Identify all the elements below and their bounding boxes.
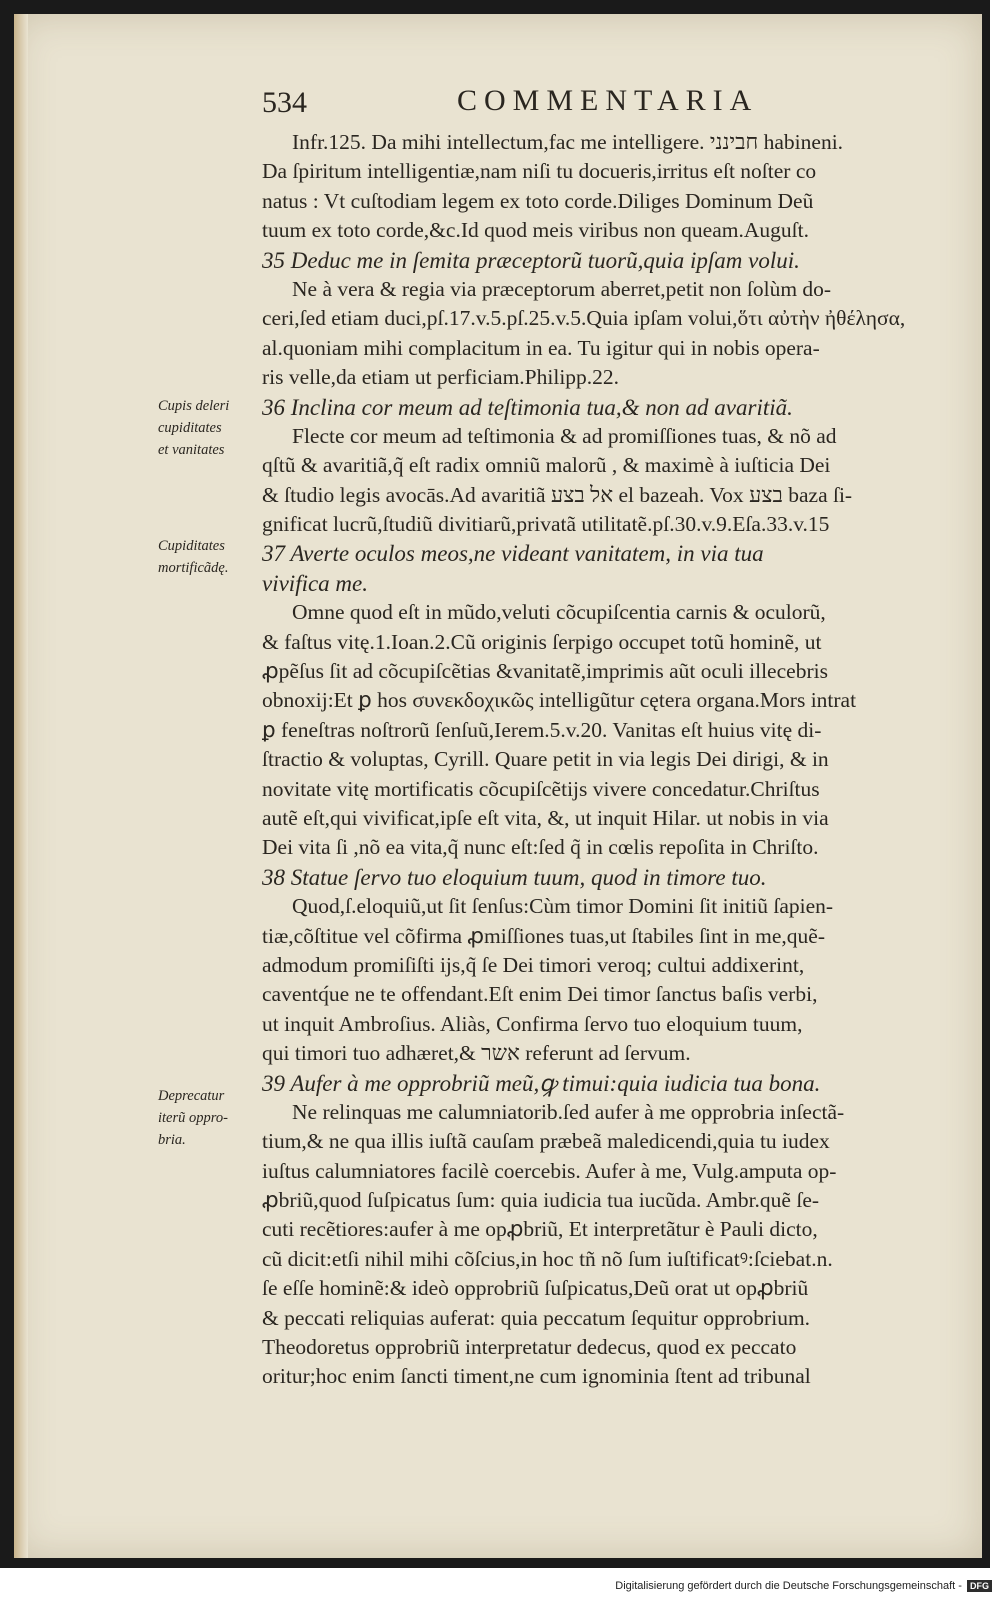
verse-line: 38 Statue ſervo tuo eloquium tuum, quod in timore tuo.: [262, 864, 767, 890]
page-edge: [14, 14, 28, 1558]
text-line: tuum ex toto corde,&c.Id quod meis viribus non queam.Auguſt.: [262, 218, 809, 243]
text-line: obnoxij:Et ꝑ hos συνεκδοχικῶς intelligũtur cętera organa.Mors intrat: [262, 688, 857, 713]
text-line: Omne quod eſt in mũdo,veluti cõcupiſcentia carnis & oculorũ,: [292, 600, 826, 625]
dfg-logo: DFG: [967, 1580, 992, 1592]
text-line: Da ſpiritum intelligentiæ,nam niſi tu docueris,irritus eſt noſter co: [262, 159, 817, 184]
text-line: tiæ,cõſtitue vel cõfirma ꝓmiſſiones tuas,ut ſtabiles ſint in me,quẽ-: [262, 923, 825, 948]
text-line: qſtũ & avaritiã,q̃ eſt radix omniũ malorũ , & maximè à iuſticia Dei: [262, 453, 831, 478]
text-line: tium,& ne qua illis iuſtã cauſam præbeã maledicendi,quia tu iudex: [262, 1129, 830, 1154]
text-line: Quod,ſ.eloquiũ,ut ſit ſenſus:Cùm timor Domini ſit initiũ ſapien-: [292, 894, 834, 919]
margin-note-cupis: [158, 395, 262, 461]
page-header: [262, 80, 822, 130]
verse-line: 35 Deduc me in ſemita præceptorũ tuorũ,quia ipſam volui.: [262, 247, 800, 273]
text-line: Ne relinquas me calumniatorib.ſed aufer à me opprobria inſectã-: [292, 1099, 845, 1124]
text-line: natus : Vt cuſtodiam legem ex toto corde.Diliges Dominum Deũ: [262, 188, 814, 213]
verse-line: vivifica me.: [262, 570, 369, 596]
margin-note-deprecatur: [158, 1085, 262, 1151]
text-line: ſtractio & voluptas, Cyrill. Quare petit in via legis Dei dirigi, & in: [262, 747, 829, 772]
margin-note-line: Cupiditates: [158, 538, 225, 554]
text-line: iuſtus calumniatores facilè coercebis. Aufer à me, Vulg.amputa op-: [262, 1158, 837, 1183]
text-line: ris velle,da etiam ut perficiam.Philipp.22.: [262, 365, 620, 390]
margin-note-line: cupiditates: [158, 420, 222, 436]
margin-note-cupiditates: [158, 535, 262, 579]
text-line: & ſtudio legis avocās.Ad avaritiã אל בצע el bazeah. Vox בצע baza ſi-: [262, 482, 853, 507]
margin-note-line: Deprecatur: [158, 1088, 225, 1104]
margin-note-line: et vanitates: [158, 442, 225, 458]
running-title: COMMENTARIA: [457, 84, 759, 117]
text-line: qui timori tuo adhæret,& אשר referunt ad ſervum.: [262, 1041, 691, 1066]
margin-note-line: bria.: [158, 1132, 186, 1148]
text-line: autẽ eſt,qui vivificat,ipſe eſt vita, &, ut inquit Hilar. ut nobis in via: [262, 805, 829, 830]
credit-text: Digitalisierung gefördert durch die Deutsche Forschungsgemeinschaft -: [615, 1580, 962, 1592]
text-line: & peccati reliquias auferat: quia peccatum ſequitur opprobrium.: [262, 1305, 811, 1330]
margin-note-line: mortificãdę.: [158, 560, 229, 576]
margin-note-line: Cupis deleri: [158, 398, 230, 414]
text-line: admodum promiſiſti ijs,q̃ ſe Dei timori veroq; cultui addixerint,: [262, 952, 805, 977]
text-line: ſe eſſe hominẽ:& ideò opprobriũ ſuſpicatus,Deũ orat ut opꝓbriũ: [262, 1276, 809, 1301]
text-line: & faſtus vitę.1.Ioan.2.Cũ originis ſerpigo occupet totũ hominẽ, ut: [262, 629, 822, 654]
main-text-column: [262, 128, 962, 1392]
text-line: novitate vitę mortificatis cõcupiſcẽtijs vivere concedatur.Chriſtus: [262, 776, 820, 801]
text-line: gnificat lucrũ,ſtudiũ divitiarũ,privatã utilitatẽ.pſ.30.v.9.Eſa.33.v.15: [262, 512, 830, 537]
text-line: ꝓpẽſus ſit ad cõcupiſcẽtias &vanitatẽ,imprimis aũt oculi illecebris: [262, 659, 828, 684]
footer-credit: [615, 1580, 992, 1592]
text-line: Dei vita ſi ,nõ ea vita,q̃ nunc eſt:ſed q̃ in cœlis repoſita in Chriſto.: [262, 835, 819, 860]
text-line: Ne à vera & regia via præceptorum aberret,petit non ſolùm do-: [292, 276, 832, 301]
text-line: cuti recẽtiores:aufer à me opꝓbriũ, Et interpretãtur è Pauli dicto,: [262, 1217, 818, 1242]
margin-note-line: iterũ oppro-: [158, 1110, 228, 1126]
text-line: Infr.125. Da mihi intellectum,fac me intelligere. חבינני habineni.: [292, 130, 844, 154]
text-line: ꝑ feneſtras noſtrorũ ſenſuũ,Ierem.5.v.20. Vanitas eſt huius vitę di-: [262, 717, 822, 742]
text-line: ut inquit Ambroſius. Aliàs, Confirma ſervo tuo eloquium tuum,: [262, 1011, 803, 1036]
text-line: oritur;hoc enim ſancti timent,ne cum ignominia ſtent ad tribunal: [262, 1364, 811, 1389]
verse-line: 39 Aufer à me opprobriũ meũ,ꝙ timui:quia iudicia tua bona.: [262, 1070, 821, 1096]
text-line: ꝓbriũ,quod ſuſpicatus ſum: quia iudicia tua iucũda. Ambr.quẽ ſe-: [262, 1188, 820, 1213]
text-line: Flecte cor meum ad teſtimonia & ad promiſſiones tuas, & nõ ad: [292, 423, 837, 448]
verse-line: 36 Inclina cor meum ad teſtimonia tua,& non ad avaritiã.: [262, 394, 793, 420]
text-line: caventq́ue ne te offendant.Eſt enim Dei timor ſanctus baſis verbi,: [262, 982, 818, 1007]
page-number: 534: [262, 86, 307, 119]
text-line: cũ dicit:etſi nihil mihi cõſcius,in hoc tñ nõ ſum iuſtificatꝰ:ſciebat.n.: [262, 1246, 833, 1271]
text-line: ceri,ſed etiam duci,pſ.17.v.5.pſ.25.v.5.Quia ipſam volui,ὅτι αὐτὴν ἠθέλησα,: [262, 306, 906, 331]
text-line: al.quoniam mihi complacitum in ea. Tu igitur qui in nobis opera-: [262, 335, 820, 360]
verse-line: 37 Averte oculos meos,ne videant vanitatem, in via tua: [262, 541, 764, 567]
text-line: Theodoretus opprobriũ interpretatur dedecus, quod ex peccato: [262, 1335, 797, 1360]
